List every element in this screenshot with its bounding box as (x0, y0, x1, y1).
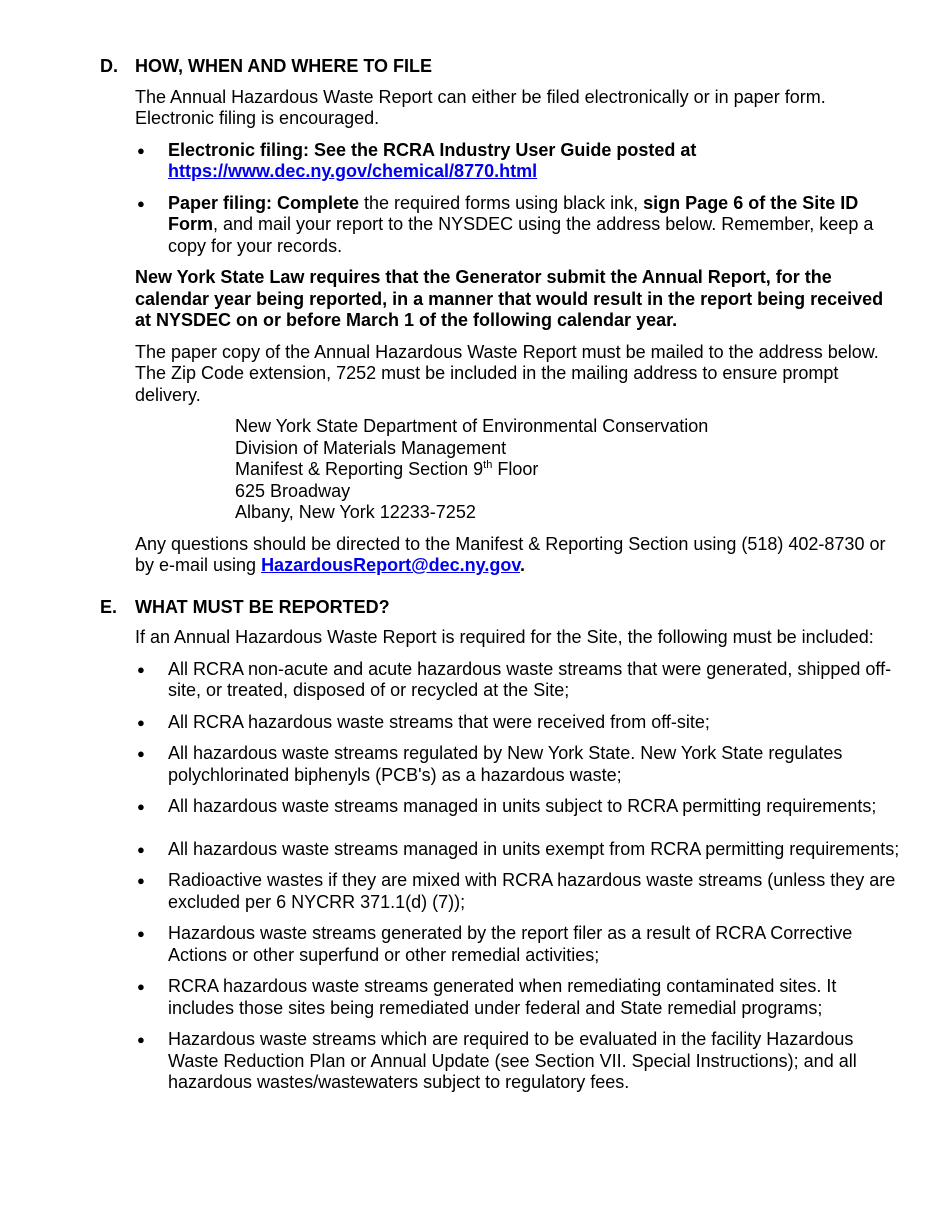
bullet-icon: ● (137, 841, 145, 857)
address-line-3-floor: Floor (492, 459, 539, 479)
paper-filing-text-1: the required forms using black ink, (359, 192, 644, 213)
section-e-heading (100, 597, 900, 619)
list-item-text: All hazardous waste streams regulated by New York State. New York State regulates polychlorinated biphenyls (PCB's) as a hazardous waste; (168, 743, 843, 785)
list-item (135, 870, 900, 913)
list-item-text: Hazardous waste streams generated by the report filer as a result of RCRA Corrective Actions or other superfund or other remedial activities; (168, 923, 853, 965)
bullet-icon: ● (137, 799, 145, 814)
mailing-address (235, 416, 900, 524)
bullet-icon: ● (137, 142, 145, 158)
hazardous-report-email-link[interactable]: HazardousReport@dec.ny.gov (261, 555, 520, 575)
list-item-paper-filing (135, 193, 900, 258)
bullet-icon: ● (137, 926, 145, 941)
address-line-3 (235, 459, 900, 481)
bullet-icon: ● (137, 979, 145, 994)
section-e-title: WHAT MUST BE REPORTED? (135, 596, 390, 617)
address-line-1: New York State Department of Environmental Conservation (235, 416, 709, 436)
bullet-icon: ● (137, 873, 145, 888)
list-item-text: RCRA hazardous waste streams generated when remediating contaminated sites. It includes those sites being remediated under federal and State remedial programs; (168, 976, 837, 1018)
address-line-4: 625 Broadway (235, 480, 351, 501)
list-item-text: All hazardous waste streams managed in units exempt from RCRA permitting requirements; (168, 838, 900, 859)
section-e-letter: E. (100, 596, 118, 617)
list-item (135, 659, 900, 702)
list-item (135, 712, 900, 734)
electronic-filing-label: Electronic filing: See the RCRA Industry User Guide posted at (168, 139, 697, 160)
state-law-notice: New York State Law requires that the Generator submit the Annual Report, for the calendar year being reported, in a manner that would result in the report being received at NYSDEC on or before March 1 of the following calendar year. (135, 267, 884, 330)
bullet-icon: ● (137, 661, 145, 677)
list-item-electronic-filing (135, 140, 900, 183)
filing-methods-list (135, 140, 900, 258)
section-d-intro: The Annual Hazardous Waste Report can either be filed electronically or in paper form. Electronic filing is encouraged. (135, 86, 826, 128)
list-item-text: Radioactive wastes if they are mixed with RCRA hazardous waste streams (unless they are excluded per 6 NYCRR 371.1(d) (7)); (168, 870, 896, 912)
section-d-title: HOW, WHEN AND WHERE TO FILE (135, 56, 432, 76)
paper-filing-label: Paper filing: Complete (168, 192, 360, 213)
bullet-icon: ● (137, 714, 145, 730)
list-item (135, 796, 900, 818)
address-line-2: Division of Materials Management (235, 437, 507, 458)
reporting-requirements-list (135, 659, 900, 1094)
questions-contact (135, 534, 900, 577)
section-e-intro: If an Annual Hazardous Waste Report is required for the Site, the following must be included: (135, 627, 874, 647)
list-item-text: All RCRA hazardous waste streams that were received from off-site; (168, 711, 710, 732)
address-line-3-text: Manifest & Reporting Section 9 (235, 459, 484, 479)
bullet-icon: ● (137, 1032, 145, 1047)
list-item (135, 923, 900, 966)
section-d-heading (100, 56, 900, 78)
bullet-icon: ● (137, 746, 145, 761)
list-item (135, 1029, 900, 1094)
questions-text: Any questions should be directed to the Manifest & Reporting Section using (518) 402-8730 or by e-mail using (135, 533, 886, 575)
paper-filing-text-2: , and mail your report to the NYSDEC using the address below. Remember, keep a copy for your records. (168, 214, 874, 256)
address-line-5: Albany, New York 12233-7252 (235, 502, 476, 522)
list-item (135, 976, 900, 1019)
rcra-user-guide-link[interactable]: https://www.dec.ny.gov/chemical/8770.html (168, 161, 538, 181)
bullet-icon: ● (137, 195, 145, 211)
list-item (135, 743, 900, 786)
section-d-letter: D. (100, 56, 118, 76)
list-item-text: All RCRA non-acute and acute hazardous waste streams that were generated, shipped off-site, or treated, disposed of or recycled at the Site; (168, 658, 892, 700)
address-floor-ordinal: th (483, 459, 493, 471)
questions-period: . (520, 555, 526, 575)
list-item-text: All hazardous waste streams managed in units subject to RCRA permitting requirements; (168, 796, 877, 816)
mailing-instructions: The paper copy of the Annual Hazardous Waste Report must be mailed to the address below. The Zip Code extension, 7252 must be included in the mailing address to ensure prompt delivery. (135, 341, 879, 405)
list-item-text: Hazardous waste streams which are required to be evaluated in the facility Hazardous Waste Reduction Plan or Annual Update (see Section VII. Special Instructions); and all hazardous wastes/wastewaters subject to regulatory fees. (168, 1029, 857, 1092)
paper-filing-sign-instruction: sign Page 6 of the Site ID Form (168, 192, 859, 234)
list-item (135, 839, 900, 861)
